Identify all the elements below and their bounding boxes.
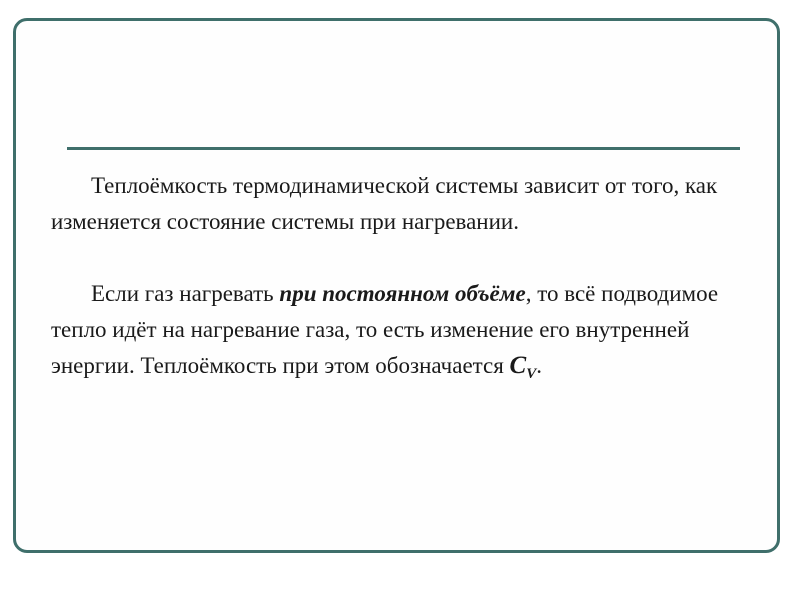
emphasis-constant-volume: при постоянном объёме xyxy=(279,281,526,306)
slide-body xyxy=(51,168,751,392)
paragraph-heat-capacity: Теплоёмкость термодинамической системы зависит от того, как изменяется состояние системы при нагревании. xyxy=(51,173,718,234)
paragraph-text-middle: , то всё подводимое тепло идёт на нагревание газа, то есть изменение его внутренней энергии. Теплоёмкость при этом обозначается xyxy=(51,281,719,378)
symbol-cv-subscript: V xyxy=(526,366,537,382)
paragraph-text-start: Если газ нагревать xyxy=(91,281,280,306)
symbol-cv: C xyxy=(509,352,527,379)
divider-line xyxy=(67,147,740,150)
paragraph-constant-volume xyxy=(51,276,751,392)
paragraph-text-end: . xyxy=(536,353,542,378)
